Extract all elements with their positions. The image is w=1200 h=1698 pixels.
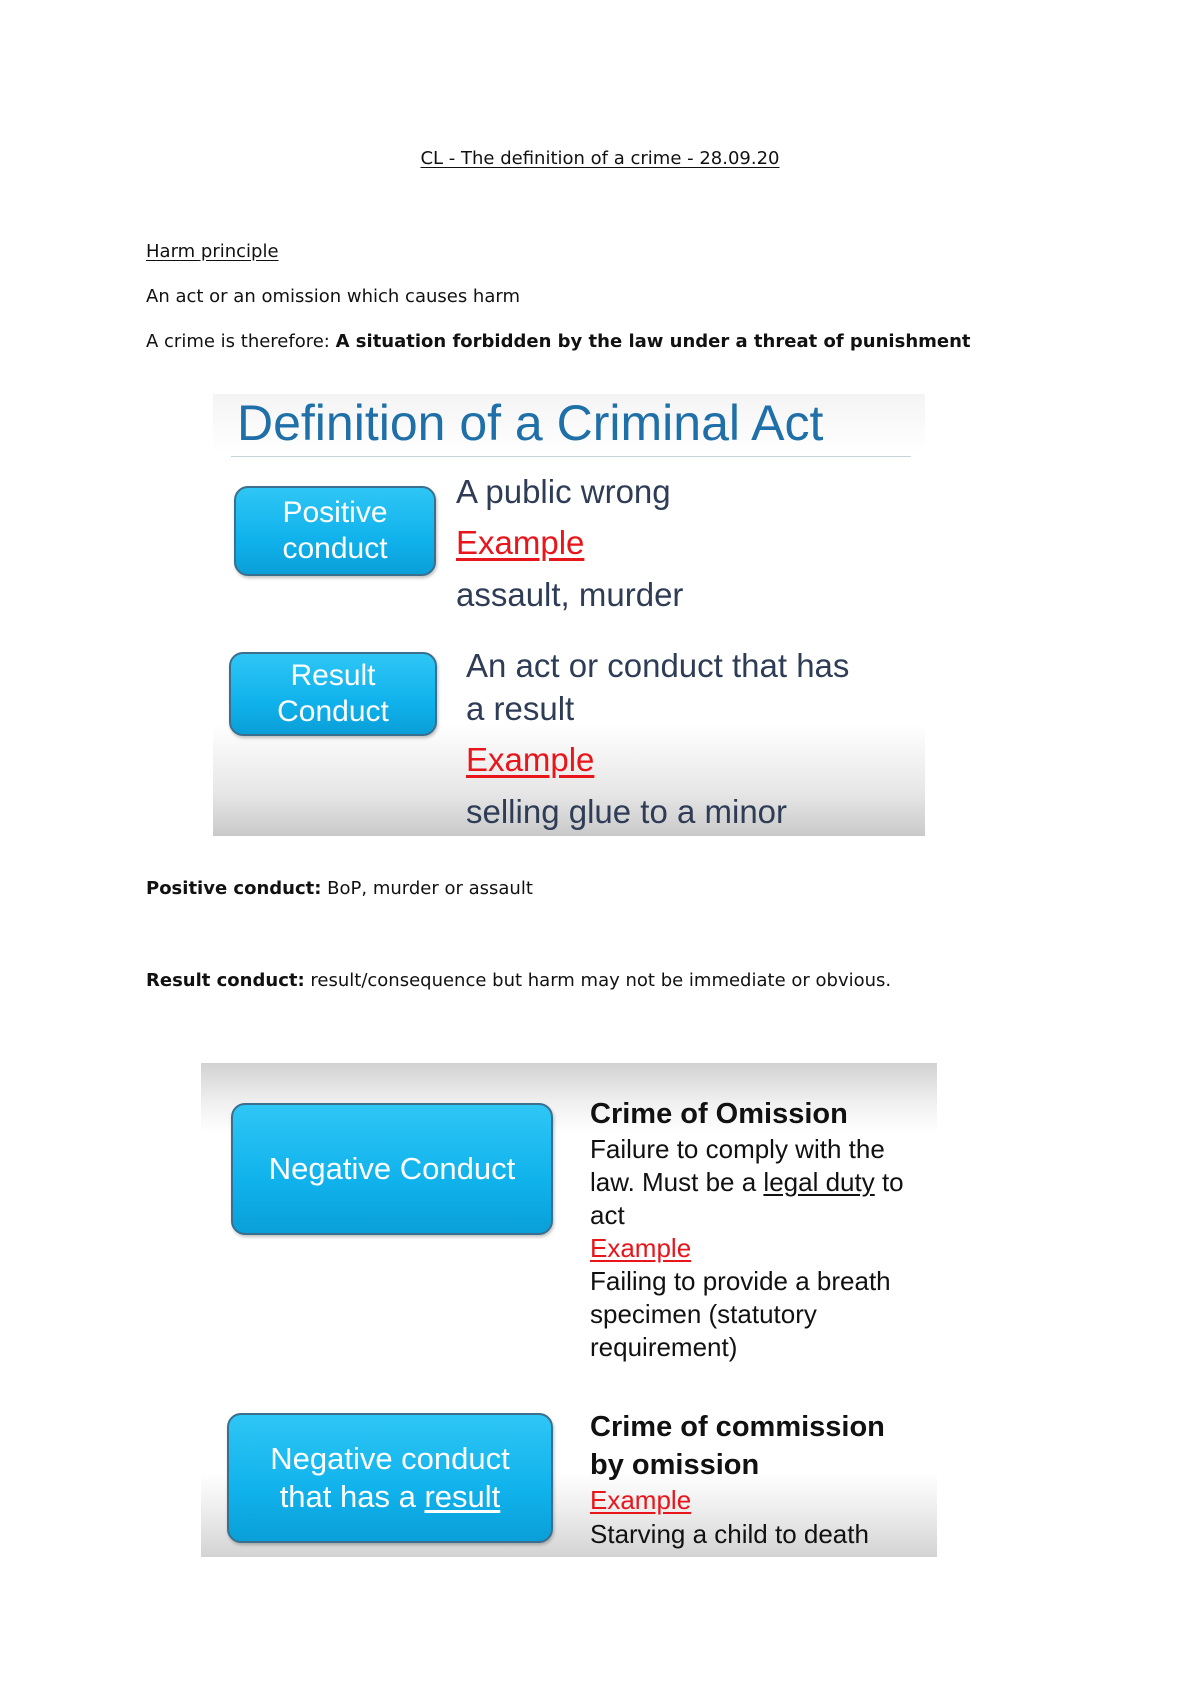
omission-text-line1: Failure to comply with the bbox=[590, 1134, 885, 1164]
positive-conduct-note-label: Positive conduct: bbox=[146, 878, 322, 899]
crime-definition-line bbox=[146, 331, 971, 353]
negative-conduct-result-box bbox=[227, 1413, 553, 1543]
crime-definition-prefix: A crime is therefore: bbox=[146, 331, 336, 352]
omission-example-line1: Failing to provide a breath bbox=[590, 1266, 891, 1296]
negative-conduct-result-line1: Negative conduct bbox=[270, 1441, 510, 1476]
crime-of-omission-heading: Crime of Omission bbox=[590, 1098, 848, 1130]
positive-conduct-example-label: Example bbox=[456, 524, 585, 561]
criminal-act-slide bbox=[213, 394, 925, 836]
commission-by-omission-heading-line2: by omission bbox=[590, 1449, 760, 1481]
result-conduct-example: selling glue to a minor bbox=[466, 793, 788, 830]
slide-title: Definition of a Criminal Act bbox=[237, 395, 824, 451]
section-heading: Harm principle bbox=[146, 241, 279, 262]
positive-conduct-box bbox=[234, 486, 436, 576]
result-underlined-text: result bbox=[424, 1479, 501, 1514]
result-conduct-example-label: Example bbox=[466, 741, 595, 778]
slide-divider bbox=[231, 456, 911, 457]
definition-line: An act or an omission which causes harm bbox=[146, 286, 520, 307]
result-conduct-description-line2: a result bbox=[466, 690, 575, 727]
result-conduct-note bbox=[146, 970, 891, 992]
omission-text-line2-end: to bbox=[874, 1167, 904, 1197]
commission-example-text: Starving a child to death bbox=[590, 1519, 869, 1549]
omission-text-line2 bbox=[590, 1166, 904, 1199]
omission-text-line2-start: law. Must be a bbox=[590, 1167, 764, 1197]
omission-example-label: Example bbox=[590, 1233, 692, 1263]
negative-conduct-result-line2 bbox=[270, 1478, 510, 1516]
positive-conduct-line1: Positive bbox=[282, 496, 388, 529]
omission-example-line2: specimen (statutory bbox=[590, 1299, 817, 1329]
omission-example-line3: requirement) bbox=[590, 1332, 738, 1362]
positive-conduct-example: assault, murder bbox=[456, 576, 684, 613]
positive-conduct-note bbox=[146, 878, 533, 900]
result-conduct-note-text: result/consequence but harm may not be immediate or obvious. bbox=[304, 970, 892, 991]
crime-definition-bold: A situation forbidden by the law under a threat of punishment bbox=[335, 331, 971, 352]
result-conduct-description-line1: An act or conduct that has bbox=[466, 647, 850, 684]
positive-conduct-description: A public wrong bbox=[456, 473, 671, 510]
positive-conduct-note-text: BoP, murder or assault bbox=[321, 878, 533, 899]
legal-duty-text: legal duty bbox=[763, 1167, 875, 1197]
commission-example-label: Example bbox=[590, 1485, 692, 1515]
negative-conduct-box bbox=[231, 1103, 553, 1235]
positive-conduct-line2: conduct bbox=[282, 532, 388, 565]
result-conduct-box bbox=[229, 652, 437, 736]
omission-text-line3: act bbox=[590, 1200, 625, 1230]
result-conduct-note-label: Result conduct: bbox=[146, 970, 305, 991]
page-title: CL - The definition of a crime - 28.09.20 bbox=[420, 148, 780, 169]
negative-conduct-label: Negative Conduct bbox=[268, 1151, 516, 1186]
result-conduct-line2: Conduct bbox=[277, 695, 389, 728]
negative-conduct-result-line2-start: that has a bbox=[279, 1479, 425, 1514]
omission-slide bbox=[201, 1063, 937, 1557]
result-conduct-line1: Result bbox=[290, 659, 376, 692]
commission-by-omission-heading-line1: Crime of commission bbox=[590, 1411, 885, 1443]
